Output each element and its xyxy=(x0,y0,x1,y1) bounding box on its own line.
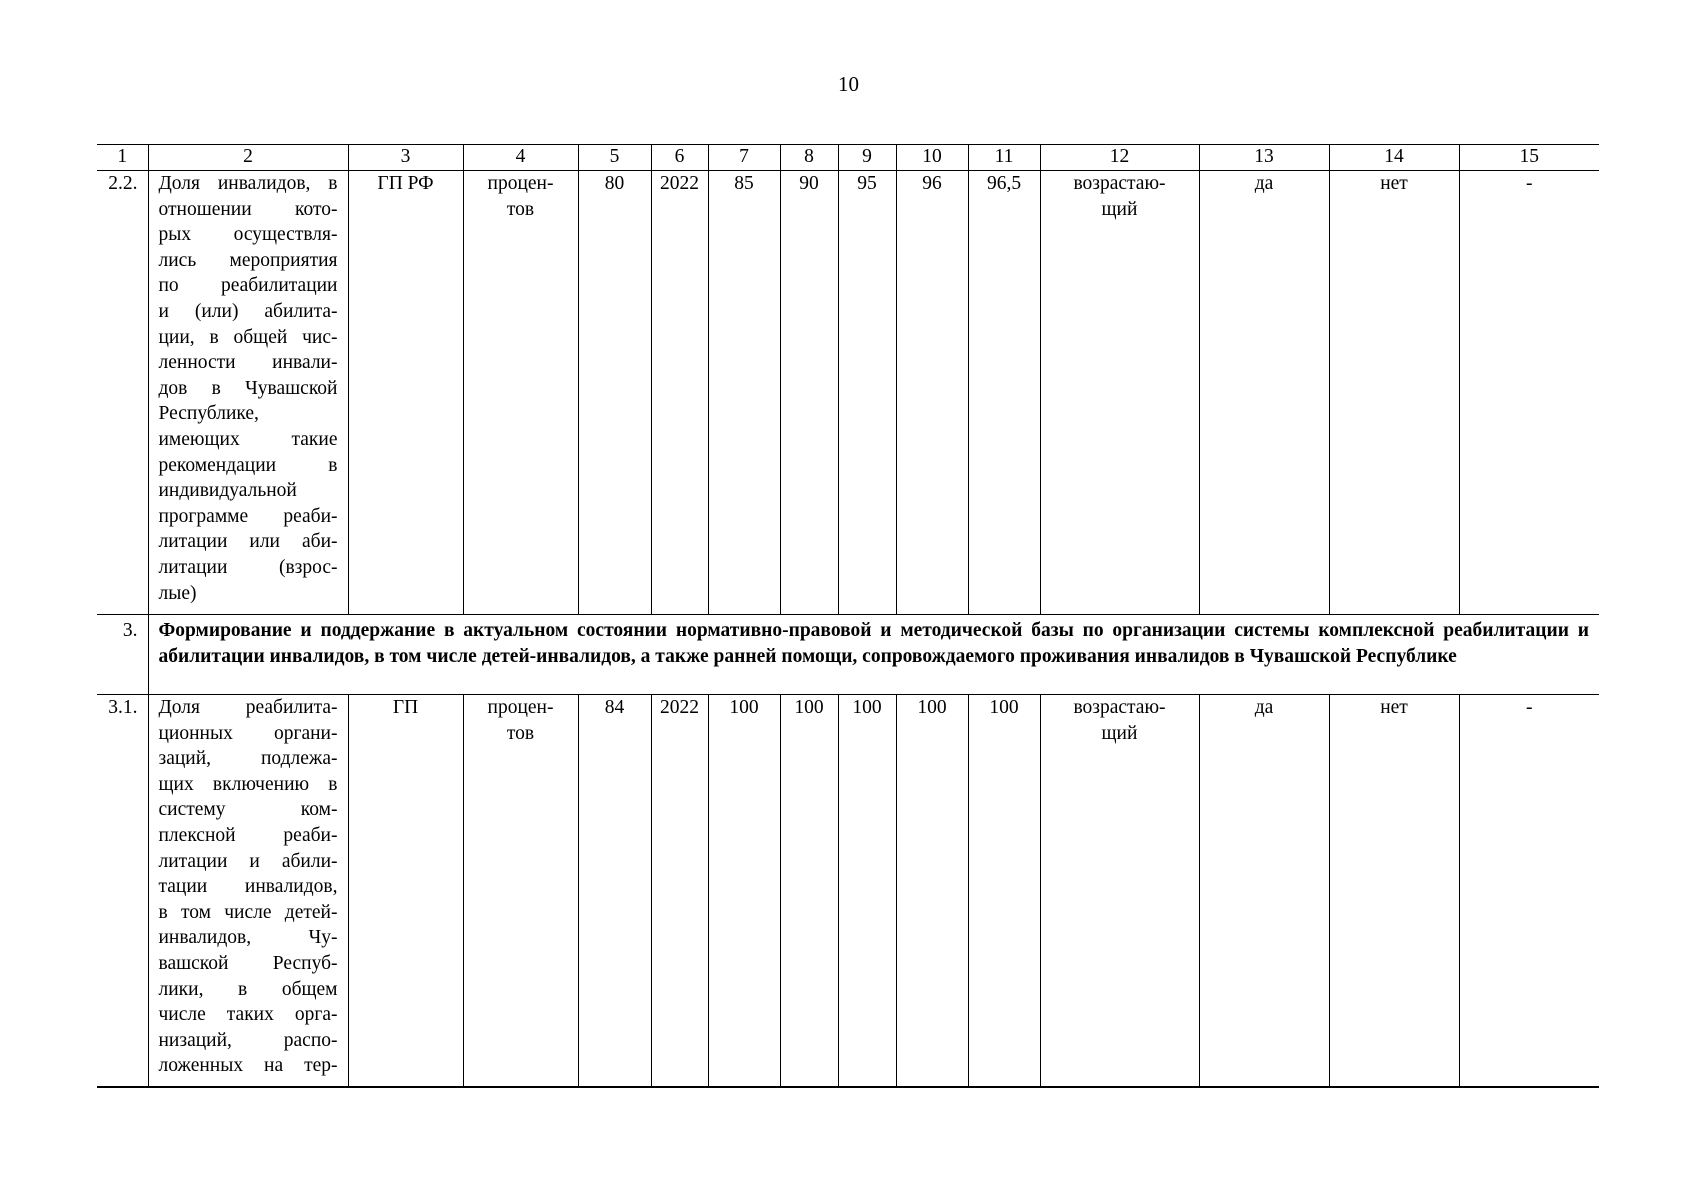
indicator-name-line: Доля инвалидов, в xyxy=(158,173,338,194)
indicator-name-line: дов в Чувашской xyxy=(158,377,338,399)
indicator-name-line: Республике, xyxy=(158,403,259,425)
header-cell-3: 3 xyxy=(348,145,463,171)
value-col-11: 100 xyxy=(968,695,1040,1087)
base-year-cell: 2022 xyxy=(651,695,708,1087)
indicator-name-line: систему ком- xyxy=(158,799,338,821)
base-year-cell: 2022 xyxy=(651,171,708,615)
trend-type-line: щий xyxy=(1101,722,1138,744)
header-cell-15: 15 xyxy=(1459,145,1599,171)
section-title: Формирование и поддержание в актуальном состоянии нормативно-правовой и методической базы по организации системы комплексной реабилитации и абилитации инвалидов, в том числе детей-инвалидов, а также ранней помощи, сопровождаемого проживания инвалидов в Чувашской Республике xyxy=(148,615,1599,695)
header-cell-8: 8 xyxy=(780,145,838,171)
unit-line: процен- xyxy=(487,173,554,194)
base-value-cell: 84 xyxy=(578,695,651,1087)
indicator-name-line: щих включению в xyxy=(158,773,338,795)
indicator-name-line: ции, в общей чис- xyxy=(158,326,338,348)
indicator-name-line: литации и абили- xyxy=(158,850,338,872)
indicator-name-line: Доля реабилита- xyxy=(158,697,338,718)
unit-line: тов xyxy=(506,722,535,744)
header-cell-5: 5 xyxy=(578,145,651,171)
col-14-cell: нет xyxy=(1329,171,1459,615)
indicator-name-line: рекомендации в xyxy=(158,454,338,476)
section-row-3 xyxy=(97,615,1599,695)
indicator-name-line: низаций, распо- xyxy=(158,1029,338,1051)
header-cell-10: 10 xyxy=(896,145,968,171)
value-col-9: 100 xyxy=(838,695,896,1087)
value-col-7: 100 xyxy=(708,695,780,1087)
header-cell-14: 14 xyxy=(1329,145,1459,171)
indicator-name-line: по реабилитации xyxy=(158,275,338,297)
col-15-cell: - xyxy=(1459,171,1599,615)
value-col-11: 96,5 xyxy=(968,171,1040,615)
base-value-cell: 80 xyxy=(578,171,651,615)
value-col-10: 100 xyxy=(896,695,968,1087)
row-number: 2.2. xyxy=(97,171,148,615)
trend-type-cell xyxy=(1040,695,1199,1087)
indicator-name-line: и (или) абилита- xyxy=(158,300,338,322)
indicator-name-line: плексной реаби- xyxy=(158,824,338,846)
col-13-cell: да xyxy=(1199,171,1329,615)
col-15-cell: - xyxy=(1459,695,1599,1087)
indicator-name-line: ционных органи- xyxy=(158,722,338,744)
page-number: 10 xyxy=(838,72,859,96)
indicator-name-line: лые) xyxy=(158,582,197,604)
section-number: 3. xyxy=(97,615,148,695)
value-col-7: 85 xyxy=(708,171,780,615)
indicator-name-line: заций, подлежа- xyxy=(158,748,338,770)
indicator-name-line: ложенных на тер- xyxy=(158,1055,338,1077)
indicator-name-line: числе таких орга- xyxy=(158,1004,338,1026)
indicator-name-line: индивидуальной xyxy=(158,480,297,502)
indicator-name-line: тации инвалидов, xyxy=(158,876,338,898)
source-cell: ГП РФ xyxy=(348,171,463,615)
header-cell-4: 4 xyxy=(463,145,578,171)
indicator-name-line: инвалидов, Чу- xyxy=(158,927,338,949)
header-cell-12: 12 xyxy=(1040,145,1199,171)
indicator-name-line: рых осуществля- xyxy=(158,224,338,246)
header-cell-2: 2 xyxy=(148,145,348,171)
indicator-name-line: литации (взрос- xyxy=(158,556,338,578)
trend-type-line: возрастаю- xyxy=(1073,697,1166,718)
indicator-name-line: лики, в общем xyxy=(158,978,338,1000)
source-cell: ГП xyxy=(348,695,463,1087)
indicator-name-line: лись мероприятия xyxy=(158,249,338,271)
header-cell-13: 13 xyxy=(1199,145,1329,171)
indicator-name-line: в том числе детей- xyxy=(158,901,338,923)
row-number: 3.1. xyxy=(97,695,148,1087)
header-cell-7: 7 xyxy=(708,145,780,171)
col-13-cell: да xyxy=(1199,695,1329,1087)
unit-line: процен- xyxy=(487,697,554,718)
trend-type-line: возрастаю- xyxy=(1073,173,1166,194)
unit-line: тов xyxy=(506,198,535,220)
indicator-name-line: вашской Респуб- xyxy=(158,952,338,974)
indicator-name-line: имеющих такие xyxy=(158,428,338,450)
value-col-10: 96 xyxy=(896,171,968,615)
unit-cell xyxy=(463,171,578,615)
indicator-name xyxy=(148,171,348,615)
header-cell-6: 6 xyxy=(651,145,708,171)
column-number-header-row xyxy=(97,145,1599,171)
header-cell-1: 1 xyxy=(97,145,148,171)
trend-type-cell xyxy=(1040,171,1199,615)
table-row-2-2 xyxy=(97,171,1599,615)
header-cell-11: 11 xyxy=(968,145,1040,171)
indicator-name-line: отношении кото- xyxy=(158,198,338,220)
value-col-8: 90 xyxy=(780,171,838,615)
indicators-table xyxy=(97,144,1599,1088)
table-row-3-1 xyxy=(97,695,1599,1087)
indicator-name-line: литации или аби- xyxy=(158,531,338,553)
indicator-name xyxy=(148,695,348,1087)
unit-cell xyxy=(463,695,578,1087)
header-cell-9: 9 xyxy=(838,145,896,171)
indicator-name-line: ленности инвали- xyxy=(158,352,338,374)
indicator-name-line: программе реаби- xyxy=(158,505,338,527)
col-14-cell: нет xyxy=(1329,695,1459,1087)
value-col-8: 100 xyxy=(780,695,838,1087)
value-col-9: 95 xyxy=(838,171,896,615)
trend-type-line: щий xyxy=(1101,198,1138,220)
